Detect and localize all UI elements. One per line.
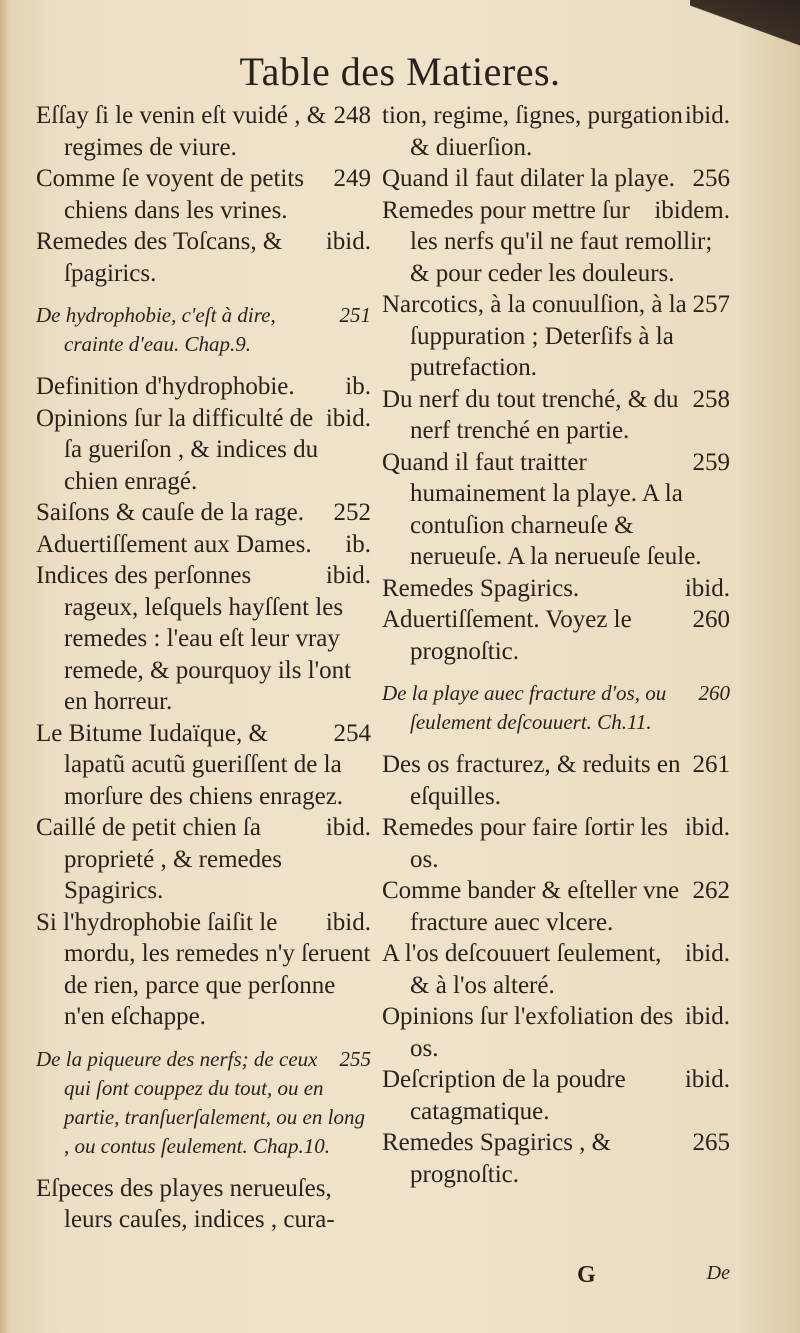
page-number: ibid. — [325, 908, 371, 936]
index-entry — [36, 907, 371, 1033]
index-entry — [36, 718, 371, 813]
page-number: 248 — [333, 102, 371, 129]
index-entry — [382, 447, 730, 573]
signature-mark: G — [577, 1262, 596, 1288]
chapter-heading — [36, 1045, 371, 1161]
entry-text: Remedes Spagirics. — [382, 574, 580, 602]
page-number: ib. — [345, 530, 371, 558]
index-entry — [382, 573, 730, 605]
entry-text: De hydrophobie, c'eſt à dire, crainte d'eau. Chap.9. — [36, 303, 276, 356]
index-entry — [36, 812, 371, 907]
index-entry — [382, 1127, 730, 1190]
entry-text: Definition d'hydrophobie. — [36, 373, 295, 400]
entry-text: Aduertiſſement aux Dames. — [36, 530, 312, 558]
index-entry — [36, 371, 371, 403]
index-entry — [36, 100, 371, 163]
index-entry — [382, 195, 730, 290]
page-number: 265 — [692, 1129, 730, 1156]
page-number: ibid. — [684, 814, 730, 841]
page-number: 260 — [698, 681, 730, 705]
index-entry — [36, 163, 371, 226]
chapter-heading — [36, 301, 371, 359]
index-entry — [36, 226, 371, 289]
left-column — [36, 100, 371, 1236]
entry-text: A l'os deſcouuert ſeulement, & à l'os alteré. — [382, 940, 662, 999]
index-entry — [382, 875, 730, 938]
page-number: 251 — [339, 303, 371, 327]
index-entry — [36, 497, 371, 529]
page-number: ibid. — [684, 1003, 730, 1030]
index-entry — [382, 289, 730, 384]
page-number: ibid. — [325, 814, 371, 841]
page-number: 259 — [692, 448, 730, 476]
page-number: ibid. — [684, 102, 730, 129]
index-entry — [36, 529, 371, 561]
entry-text: De la piqueure des nerfs; de ceux qui ſont couppez du tout, ou en partie, tranſuerſalement, ou en long , ou contus ſeulement. Chap.10. — [36, 1046, 365, 1158]
index-entry — [382, 938, 730, 1001]
entry-text: Aduertiſſement. Voyez le prognoſtic. — [382, 606, 632, 665]
entry-text: Si l'hydrophobie ſaiſit le mordu, les remedes n'y ſeruent de rien, parce que perſonne n'en eſchappe. — [36, 908, 371, 1030]
entry-text: Le Bitume Iudaïque, & lapatũ acutũ gueriſſent de la morſure des chiens enragez. — [36, 719, 344, 810]
entry-text: Remedes Spagirics , & prognoſtic. — [382, 1129, 612, 1188]
catchword: De — [706, 1262, 730, 1284]
page-number: ibid. — [684, 574, 730, 602]
entry-text: Des os fracturez, & reduits en eſquilles. — [382, 751, 681, 810]
index-entry — [36, 1173, 371, 1236]
chapter-heading — [382, 679, 730, 737]
index-entry — [382, 1001, 730, 1064]
page-number: 261 — [692, 751, 730, 778]
page-number: ib. — [345, 373, 371, 400]
entry-text: Eſpeces des playes nerueuſes, leurs cauſes, indices , cura- — [36, 1174, 335, 1233]
page-number: ibid. — [325, 404, 371, 432]
entry-text: Opinions ſur l'exfoliation des os. — [382, 1003, 674, 1062]
entry-text: Narcotics, à la conuulſion, à la ſuppuration ; Deterſifs à la putrefaction. — [382, 291, 687, 381]
page-number: ibid. — [684, 940, 730, 967]
entry-text: De la playe auec fracture d'os, ou ſeulement deſcouuert. Ch.11. — [382, 681, 667, 734]
index-entry — [382, 384, 730, 447]
entry-text: Quand il faut traitter humainement la playe. A la contuſion charneuſe & nerueuſe. A la nerueuſe ſeule. — [382, 448, 702, 570]
page-number: 258 — [692, 385, 730, 413]
page-number: 256 — [692, 165, 730, 192]
page-number: ibid. — [684, 1066, 730, 1093]
index-entry — [382, 163, 730, 195]
entry-text: Indices des perſonnes rageux, leſquels hayſſent les remedes : l'eau eſt leur vray remede, & pourquoy ils l'ont en horreur. — [36, 562, 352, 715]
entry-text: Comme bander & eſteller vne fracture auec vlcere. — [382, 877, 680, 936]
entry-text: Remedes des Toſcans, & ſpagirics. — [36, 228, 283, 287]
index-entry — [382, 1064, 730, 1127]
entry-text: Opinions ſur la difficulté de ſa gueriſon , & indices du chien enragé. — [36, 404, 319, 495]
entry-text: tion, regime, ſignes, purgation & diuerſion. — [382, 102, 683, 161]
right-column — [382, 100, 730, 1190]
page-title: Table des Matieres. — [239, 49, 561, 94]
index-entry — [382, 100, 730, 163]
index-entry — [36, 403, 371, 498]
index-entry — [382, 812, 730, 875]
page-number: 260 — [692, 606, 730, 633]
page-number: ibidem. — [654, 196, 730, 224]
index-entry — [382, 749, 730, 812]
entry-text: Caillé de petit chien ſa proprieté , & remedes Spagirics. — [36, 814, 282, 904]
entry-text: Saiſons & cauſe de la rage. — [36, 499, 304, 526]
page-number: 252 — [333, 499, 371, 526]
page-number: ibid. — [325, 228, 371, 255]
entry-text: Deſcription de la poudre catagmatique. — [382, 1066, 626, 1125]
page-number: 249 — [333, 165, 371, 192]
index-entry — [36, 560, 371, 718]
page-edge — [0, 0, 10, 1333]
entry-text: Comme ſe voyent de petits chiens dans les vrines. — [36, 165, 305, 224]
entry-text: Remedes pour mettre ſur les nerfs qu'il ne faut remollir; & pour ceder les douleurs. — [382, 196, 713, 287]
entry-text: Remedes pour faire ſortir les os. — [382, 814, 669, 873]
page-number: 255 — [339, 1046, 371, 1071]
page-number: 254 — [333, 719, 371, 747]
entry-text: Eſſay ſi le venin eſt vuidé , & regimes de viure. — [36, 102, 327, 161]
page-number: ibid. — [325, 562, 371, 589]
entry-text: Quand il faut dilater la playe. — [382, 165, 675, 192]
page-number: 257 — [692, 291, 730, 318]
entry-text: Du nerf du tout trenché, & du nerf trenché en partie. — [382, 385, 679, 444]
page-number: 262 — [692, 877, 730, 904]
index-entry — [382, 604, 730, 667]
